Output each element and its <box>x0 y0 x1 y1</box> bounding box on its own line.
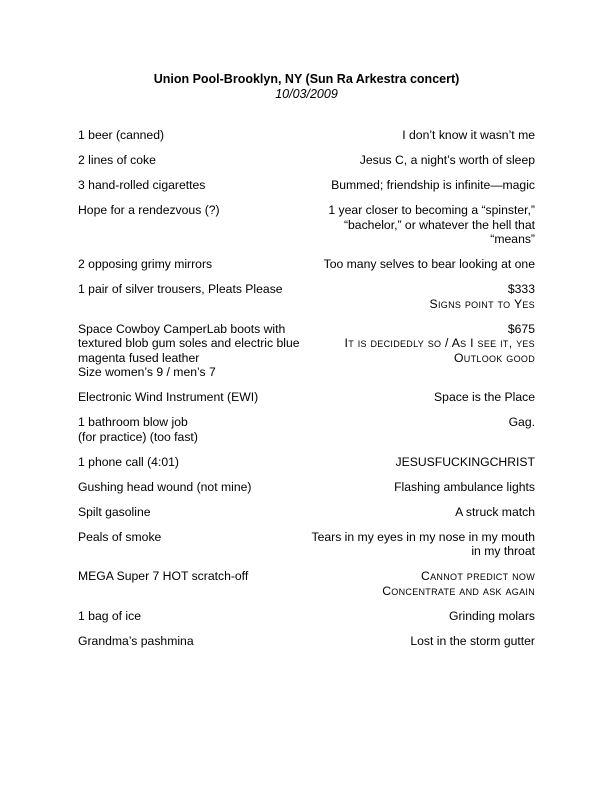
entry-consequence <box>310 178 535 193</box>
entry-item-line: Peals of smoke <box>78 529 162 544</box>
entry-row <box>78 634 535 649</box>
entry-item <box>78 480 303 495</box>
entry-consequence-line: A struck match <box>455 504 535 519</box>
entry-row <box>78 282 535 311</box>
entry-item-line: Grandma’s pashmina <box>78 633 194 648</box>
entry-consequence <box>310 390 535 405</box>
entry-item-line: magenta fused leather <box>78 350 200 365</box>
entry-consequence-line: in my throat <box>471 544 535 558</box>
entry-item-line: 2 lines of coke <box>78 153 156 167</box>
entry-item <box>78 455 303 470</box>
entry-item <box>78 128 303 143</box>
entry-item-line: Space Cowboy CamperLab boots with <box>78 321 286 336</box>
entry-consequence-line: Flashing ambulance lights <box>394 479 535 494</box>
entry-consequence <box>310 415 535 430</box>
entry-item-line: 1 bathroom blow job <box>78 415 188 429</box>
entry-consequence-line: Jesus C, a night’s worth of sleep <box>359 153 535 167</box>
entry-consequence <box>310 530 535 559</box>
entry-item <box>78 569 303 584</box>
entry-item-line: MEGA Super 7 HOT scratch-off <box>78 569 249 583</box>
entry-row <box>78 257 535 272</box>
entry-item <box>78 322 303 380</box>
page-title: Union Pool-Brooklyn, NY (Sun Ra Arkestra concert) <box>153 72 460 86</box>
entries-list <box>78 128 535 648</box>
entry-consequence <box>310 455 535 470</box>
entry-consequence <box>310 322 535 366</box>
entry-item-line: 2 opposing grimy mirrors <box>78 257 213 271</box>
entry-item-line: 1 pair of silver trousers, Pleats Please <box>78 282 283 296</box>
entry-consequence-line: Too many selves to bear looking at one <box>323 257 535 271</box>
entry-consequence-line: Space is the Place <box>434 390 535 404</box>
entry-consequence-line: Grinding molars <box>448 608 535 623</box>
entry-row <box>78 153 535 168</box>
entry-item-line: 1 phone call (4:01) <box>78 454 179 469</box>
entry-row <box>78 569 535 598</box>
entry-row <box>78 178 535 193</box>
entry-consequence-line: $675 <box>507 321 535 336</box>
entry-consequence <box>310 569 535 598</box>
entry-item-line: 1 bag of ice <box>78 608 142 623</box>
entry-row <box>78 322 535 380</box>
entry-item <box>78 505 303 520</box>
entry-item <box>78 415 303 444</box>
entry-item-line: Gushing head wound (not mine) <box>78 479 252 494</box>
entry-consequence-line: Outlook good <box>454 350 535 365</box>
entry-consequence-line: Gag. <box>508 415 535 429</box>
entry-item <box>78 609 303 624</box>
entry-consequence <box>310 480 535 495</box>
entry-item-line: Size women’s 9 / men’s 7 <box>78 365 216 379</box>
entry-consequence-line: $333 <box>507 282 535 296</box>
entry-consequence-line: Bummed; friendship is infinite—magic <box>331 178 535 192</box>
entry-consequence-line: JESUSFUCKINGCHRIST <box>395 454 535 469</box>
entry-consequence-line: “means” <box>490 232 535 246</box>
entry-consequence-line: It is decidedly so / As I see it, yes <box>344 336 535 350</box>
entry-consequence <box>310 505 535 520</box>
entry-item-line: (for practice) (too fast) <box>78 429 198 444</box>
entry-consequence <box>310 634 535 649</box>
entry-consequence-line: I don’t know it wasn’t me <box>402 128 535 142</box>
entry-row <box>78 203 535 247</box>
entry-item-line: textured blob gum soles and electric blue <box>78 336 300 350</box>
entry-consequence-line: Signs point to Yes <box>429 296 535 311</box>
entry-item-line: 3 hand-rolled cigarettes <box>78 178 206 192</box>
entry-row <box>78 480 535 495</box>
entry-row <box>78 128 535 143</box>
entry-item-line: Electronic Wind Instrument (EWI) <box>78 390 259 404</box>
entry-row <box>78 455 535 470</box>
entry-item <box>78 530 303 545</box>
entry-consequence-line: Cannot predict now <box>421 569 535 583</box>
entry-consequence-line: “bachelor,” or whatever the hell that <box>343 217 535 232</box>
entry-item <box>78 178 303 193</box>
document-page <box>78 72 535 659</box>
entry-item <box>78 153 303 168</box>
entry-row <box>78 609 535 624</box>
entry-consequence-line: 1 year closer to becoming a “spinster,” <box>328 203 535 217</box>
entry-row <box>78 415 535 444</box>
entry-item <box>78 282 303 297</box>
entry-item-line: 1 beer (canned) <box>78 128 165 142</box>
entry-consequence <box>310 153 535 168</box>
entry-item-line: Hope for a rendezvous (?) <box>78 203 220 217</box>
entry-consequence-line: Tears in my eyes in my nose in my mouth <box>311 529 535 544</box>
entry-consequence <box>310 203 535 247</box>
entry-consequence <box>310 282 535 311</box>
entry-consequence-line: Concentrate and ask again <box>382 583 535 598</box>
entry-consequence <box>310 257 535 272</box>
entry-consequence <box>310 128 535 143</box>
entry-row <box>78 390 535 405</box>
entry-item <box>78 634 303 649</box>
entry-item <box>78 257 303 272</box>
entry-consequence <box>310 609 535 624</box>
entry-row <box>78 505 535 520</box>
entry-item-line: Spilt gasoline <box>78 504 151 519</box>
entry-item <box>78 203 303 218</box>
entry-item <box>78 390 303 405</box>
entry-consequence-line: Lost in the storm gutter <box>410 633 535 648</box>
page-date: 10/03/2009 <box>275 87 338 101</box>
entry-row <box>78 530 535 559</box>
